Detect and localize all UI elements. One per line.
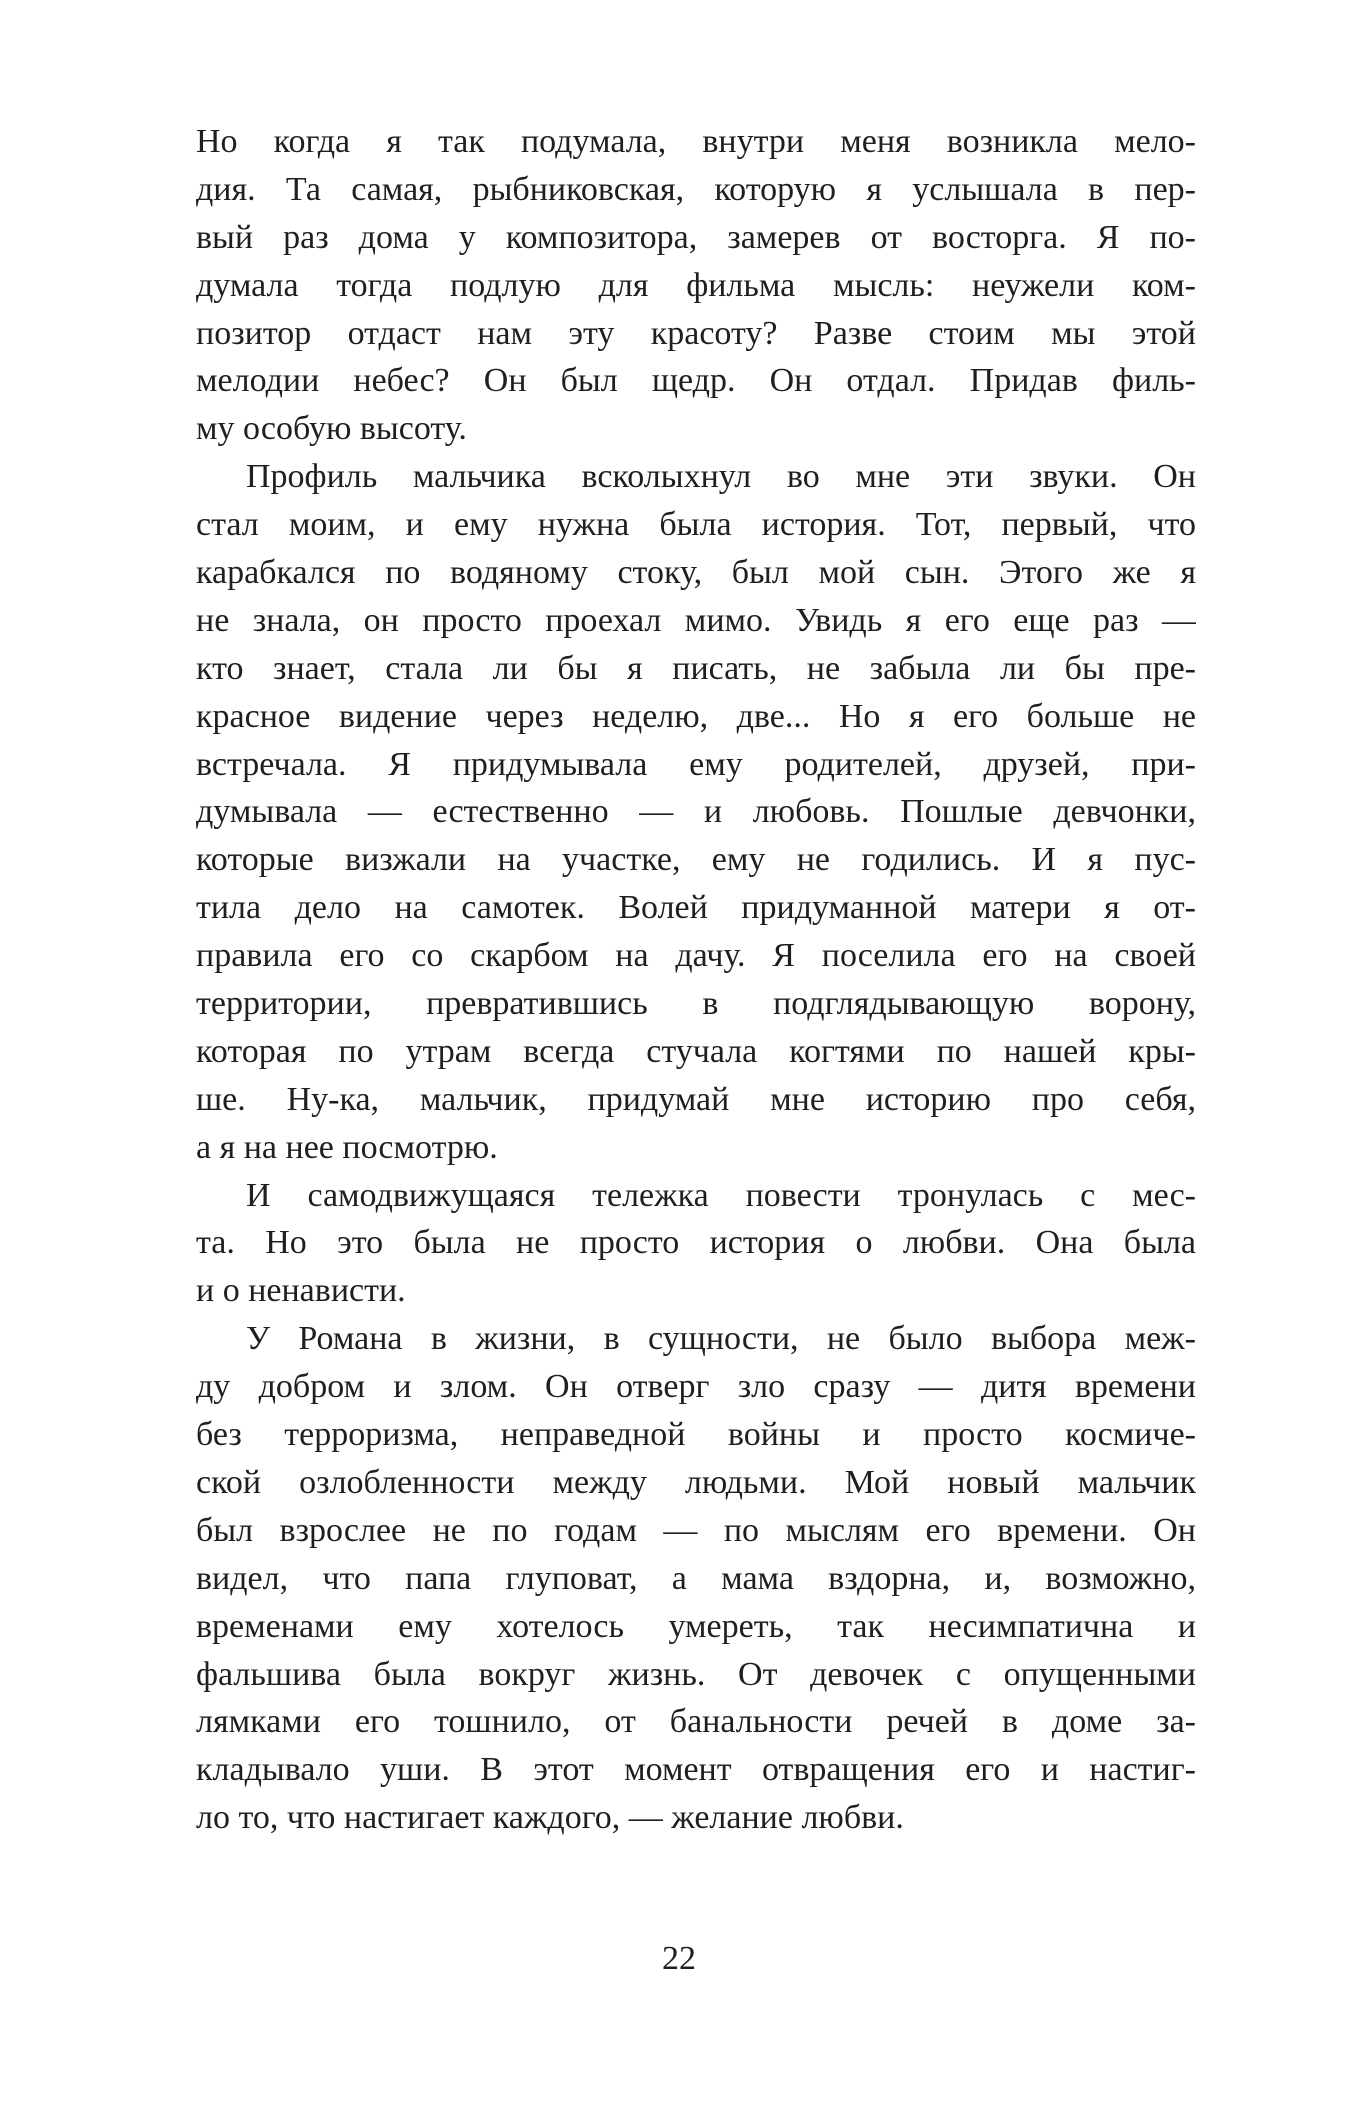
text-line: которые визжали на участке, ему не годились. И я пус-	[196, 841, 1196, 879]
text-line: мелодии небес? Он был щедр. Он отдал. Придав филь-	[196, 362, 1196, 400]
text-line: встречала. Я придумывала ему родителей, друзей, при-	[196, 745, 1196, 783]
text-line: думала тогда подлую для фильма мысль: неужели ком-	[196, 266, 1196, 304]
text-line: та. Но это была не просто история о любви. Она была	[196, 1224, 1196, 1262]
text-line: и о ненависти.	[196, 1272, 406, 1310]
text-line: И самодвижущаяся тележка повести тронулась с мес-	[246, 1176, 1196, 1214]
text-line: видел, что папа глуповат, а мама вздорна, и, возможно,	[196, 1559, 1196, 1597]
text-line: временами ему хотелось умереть, так несимпатична и	[196, 1607, 1196, 1645]
text-line: вый раз дома у композитора, замерев от восторга. Я по-	[196, 218, 1196, 256]
text-line: ло то, что настигает каждого, — желание любви.	[196, 1799, 904, 1837]
text-line: территории, превратившись в подглядывающую ворону,	[196, 985, 1196, 1023]
text-line: ской озлобленности между людьми. Мой новый мальчик	[196, 1463, 1196, 1501]
text-line: фальшива была вокруг жизнь. От девочек с опущенными	[196, 1655, 1196, 1693]
text-line: стал моим, и ему нужна была история. Тот, первый, что	[196, 506, 1196, 544]
text-line: Но когда я так подумала, внутри меня возникла мело-	[196, 123, 1196, 160]
text-line: без терроризма, неправедной войны и просто космиче-	[196, 1416, 1196, 1454]
paragraph	[196, 453, 1196, 1171]
text-line: У Романа в жизни, в сущности, не было выбора меж-	[246, 1320, 1196, 1358]
paragraph	[196, 1172, 1196, 1316]
text-line: лямками его тошнило, от банальности речей в доме за-	[196, 1703, 1196, 1741]
page-number: 22	[662, 1940, 696, 1977]
text-line: тила дело на самотек. Волей придуманной матери я от-	[196, 889, 1196, 927]
text-line: кладывало уши. В этот момент отвращения его и настиг-	[196, 1751, 1196, 1789]
text-line: думывала — естественно — и любовь. Пошлые девчонки,	[196, 793, 1196, 831]
text-line: а я на нее посмотрю.	[196, 1128, 498, 1166]
text-line: дия. Та самая, рыбниковская, которую я услышала в пер-	[196, 170, 1196, 208]
paragraph	[196, 118, 1196, 453]
text-line: красное видение через неделю, две... Но я его больше не	[196, 697, 1196, 735]
text-line: кто знает, стала ли бы я писать, не забыла ли бы пре-	[196, 649, 1196, 687]
text-line: карабкался по водяному стоку, был мой сын. Этого же я	[196, 554, 1196, 592]
text-line: Профиль мальчика всколыхнул во мне эти звуки. Он	[246, 458, 1196, 496]
page-body-text	[196, 118, 1196, 1842]
text-line: был взрослее не по годам — по мыслям его времени. Он	[196, 1511, 1196, 1549]
text-line: правила его со скарбом на дачу. Я поселила его на своей	[196, 937, 1196, 975]
text-line: му особую высоту.	[196, 410, 467, 448]
text-line: ду добром и злом. Он отверг зло сразу — дитя времени	[196, 1368, 1196, 1406]
text-line: которая по утрам всегда стучала когтями по нашей кры-	[196, 1032, 1196, 1070]
paragraph	[196, 1315, 1196, 1842]
text-line: ше. Ну-ка, мальчик, придумай мне историю про себя,	[196, 1080, 1196, 1118]
text-line: не знала, он просто проехал мимо. Увидь я его еще раз —	[196, 601, 1196, 639]
text-line: позитор отдаст нам эту красоту? Разве стоим мы этой	[196, 314, 1196, 352]
